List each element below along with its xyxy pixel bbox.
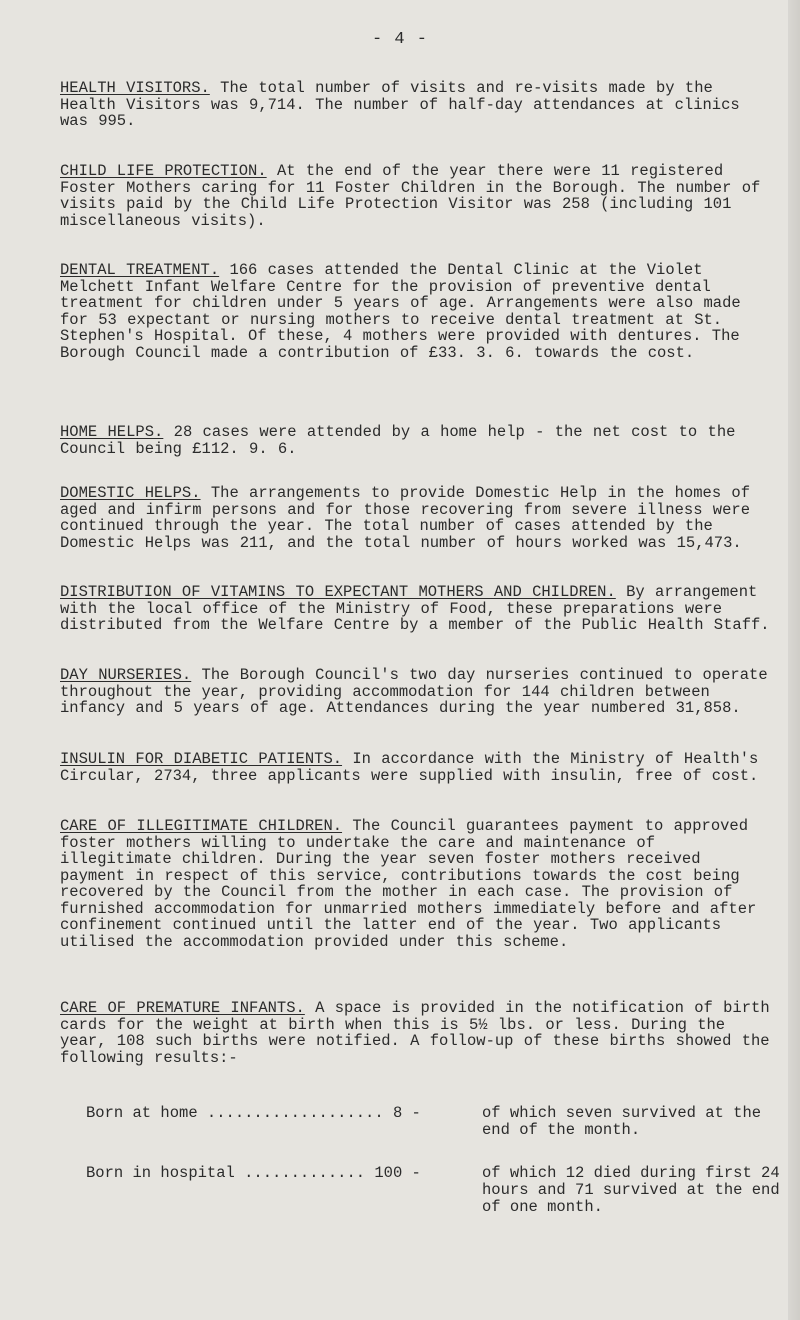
section-heading: DOMESTIC HELPS. — [60, 484, 201, 502]
section-body: The Borough Council's two day nurseries continued to operate throughout the year, providing accommodation for 144 children between infancy and 5 years of age. Attendances during the year numbered 31,858. — [60, 666, 768, 717]
section-care-of-premature-infants — [60, 1000, 772, 1066]
section-heading: CHILD LIFE PROTECTION. — [60, 162, 267, 180]
section-body: The Council guarantees payment to approved foster mothers willing to undertake the care and maintenance of illegitimate children. During the year seven foster mothers received payment in respect of this service, contributions towards the cost being recovered by the Council from the mother in each case. The provision of furnished accommodation for unmarried mothers immediately before and after confinement continued until the latter end of the year. Two applicants utilised the accommodation provided under this scheme. — [60, 817, 757, 951]
section-heading: CARE OF ILLEGITIMATE CHILDREN. — [60, 817, 343, 835]
section-body: By arrangement with the local office of the Ministry of Food, these preparations were distributed from the Welfare Centre by a member of the Public Health Staff. — [60, 583, 770, 634]
section-insulin — [60, 751, 772, 784]
page-edge — [788, 0, 800, 1320]
result-label: Born at home ................... 8 - — [86, 1104, 421, 1122]
section-dental-treatment — [60, 262, 772, 361]
section-domestic-helps — [60, 485, 772, 551]
section-care-of-illegitimate-children — [60, 818, 772, 950]
section-home-helps — [60, 424, 772, 457]
section-heading: INSULIN FOR DIABETIC PATIENTS. — [60, 750, 343, 768]
section-heading: DENTAL TREATMENT. — [60, 261, 220, 279]
section-body: At the end of the year there were 11 registered Foster Mothers caring for 11 Foster Children in the Borough. The number of visits paid by the Child Life Protection Visitor was 258 (including 101 miscellaneous visits). — [60, 162, 761, 230]
section-body: In accordance with the Ministry of Health's Circular, 2734, three applicants were supplied with insulin, free of cost. — [60, 750, 759, 785]
section-heading: DAY NURSERIES. — [60, 666, 192, 684]
section-body: The arrangements to provide Domestic Help in the homes of aged and infirm persons and for those recovering from severe illness were continued through the year. The total number of cases attended by the Domestic Helps was 211, and the total number of hours worked was 15,473. — [60, 484, 751, 552]
section-body: The total number of visits and re-visits made by the Health Visitors was 9,714. The number of half-day attendances at clinics was 995. — [60, 79, 740, 130]
section-body: 166 cases attended the Dental Clinic at the Violet Melchett Infant Welfare Centre for the provision of preventive dental treatment for children under 5 years of age. Arrangements were also made for 53 expectant or nursing mothers to receive dental treatment at St. Stephen's Hospital. Of these, 4 mothers were provided with dentures. The Borough Council made a contribution of £33. 3. 6. towards the cost. — [60, 261, 741, 362]
section-heading: CARE OF PREMATURE INFANTS. — [60, 999, 305, 1017]
section-heading: HOME HELPS. — [60, 423, 164, 441]
result-label: Born in hospital ............. 100 - — [86, 1164, 421, 1182]
page-number: - 4 - — [371, 30, 428, 49]
section-body: A space is provided in the notification of birth cards for the weight at birth when this is 5½ lbs. or less. During the year, 108 such births were notified. A follow-up of these births showed the following results:- — [60, 999, 770, 1067]
section-day-nurseries — [60, 667, 772, 717]
result-note: of which seven survived at the end of the month. — [482, 1104, 762, 1139]
section-heading: HEALTH VISITORS. — [60, 79, 210, 97]
section-body: 28 cases were attended by a home help - the net cost to the Council being £112. 9. 6. — [60, 423, 736, 458]
section-health-visitors — [60, 80, 772, 130]
section-heading: DISTRIBUTION OF VITAMINS TO EXPECTANT MOTHERS AND CHILDREN. — [60, 583, 616, 601]
section-distribution-of-vitamins — [60, 584, 772, 634]
section-child-life-protection — [60, 163, 772, 229]
result-note: of which 12 died during first 24 hours and 71 survived at the end of one month. — [482, 1164, 780, 1216]
